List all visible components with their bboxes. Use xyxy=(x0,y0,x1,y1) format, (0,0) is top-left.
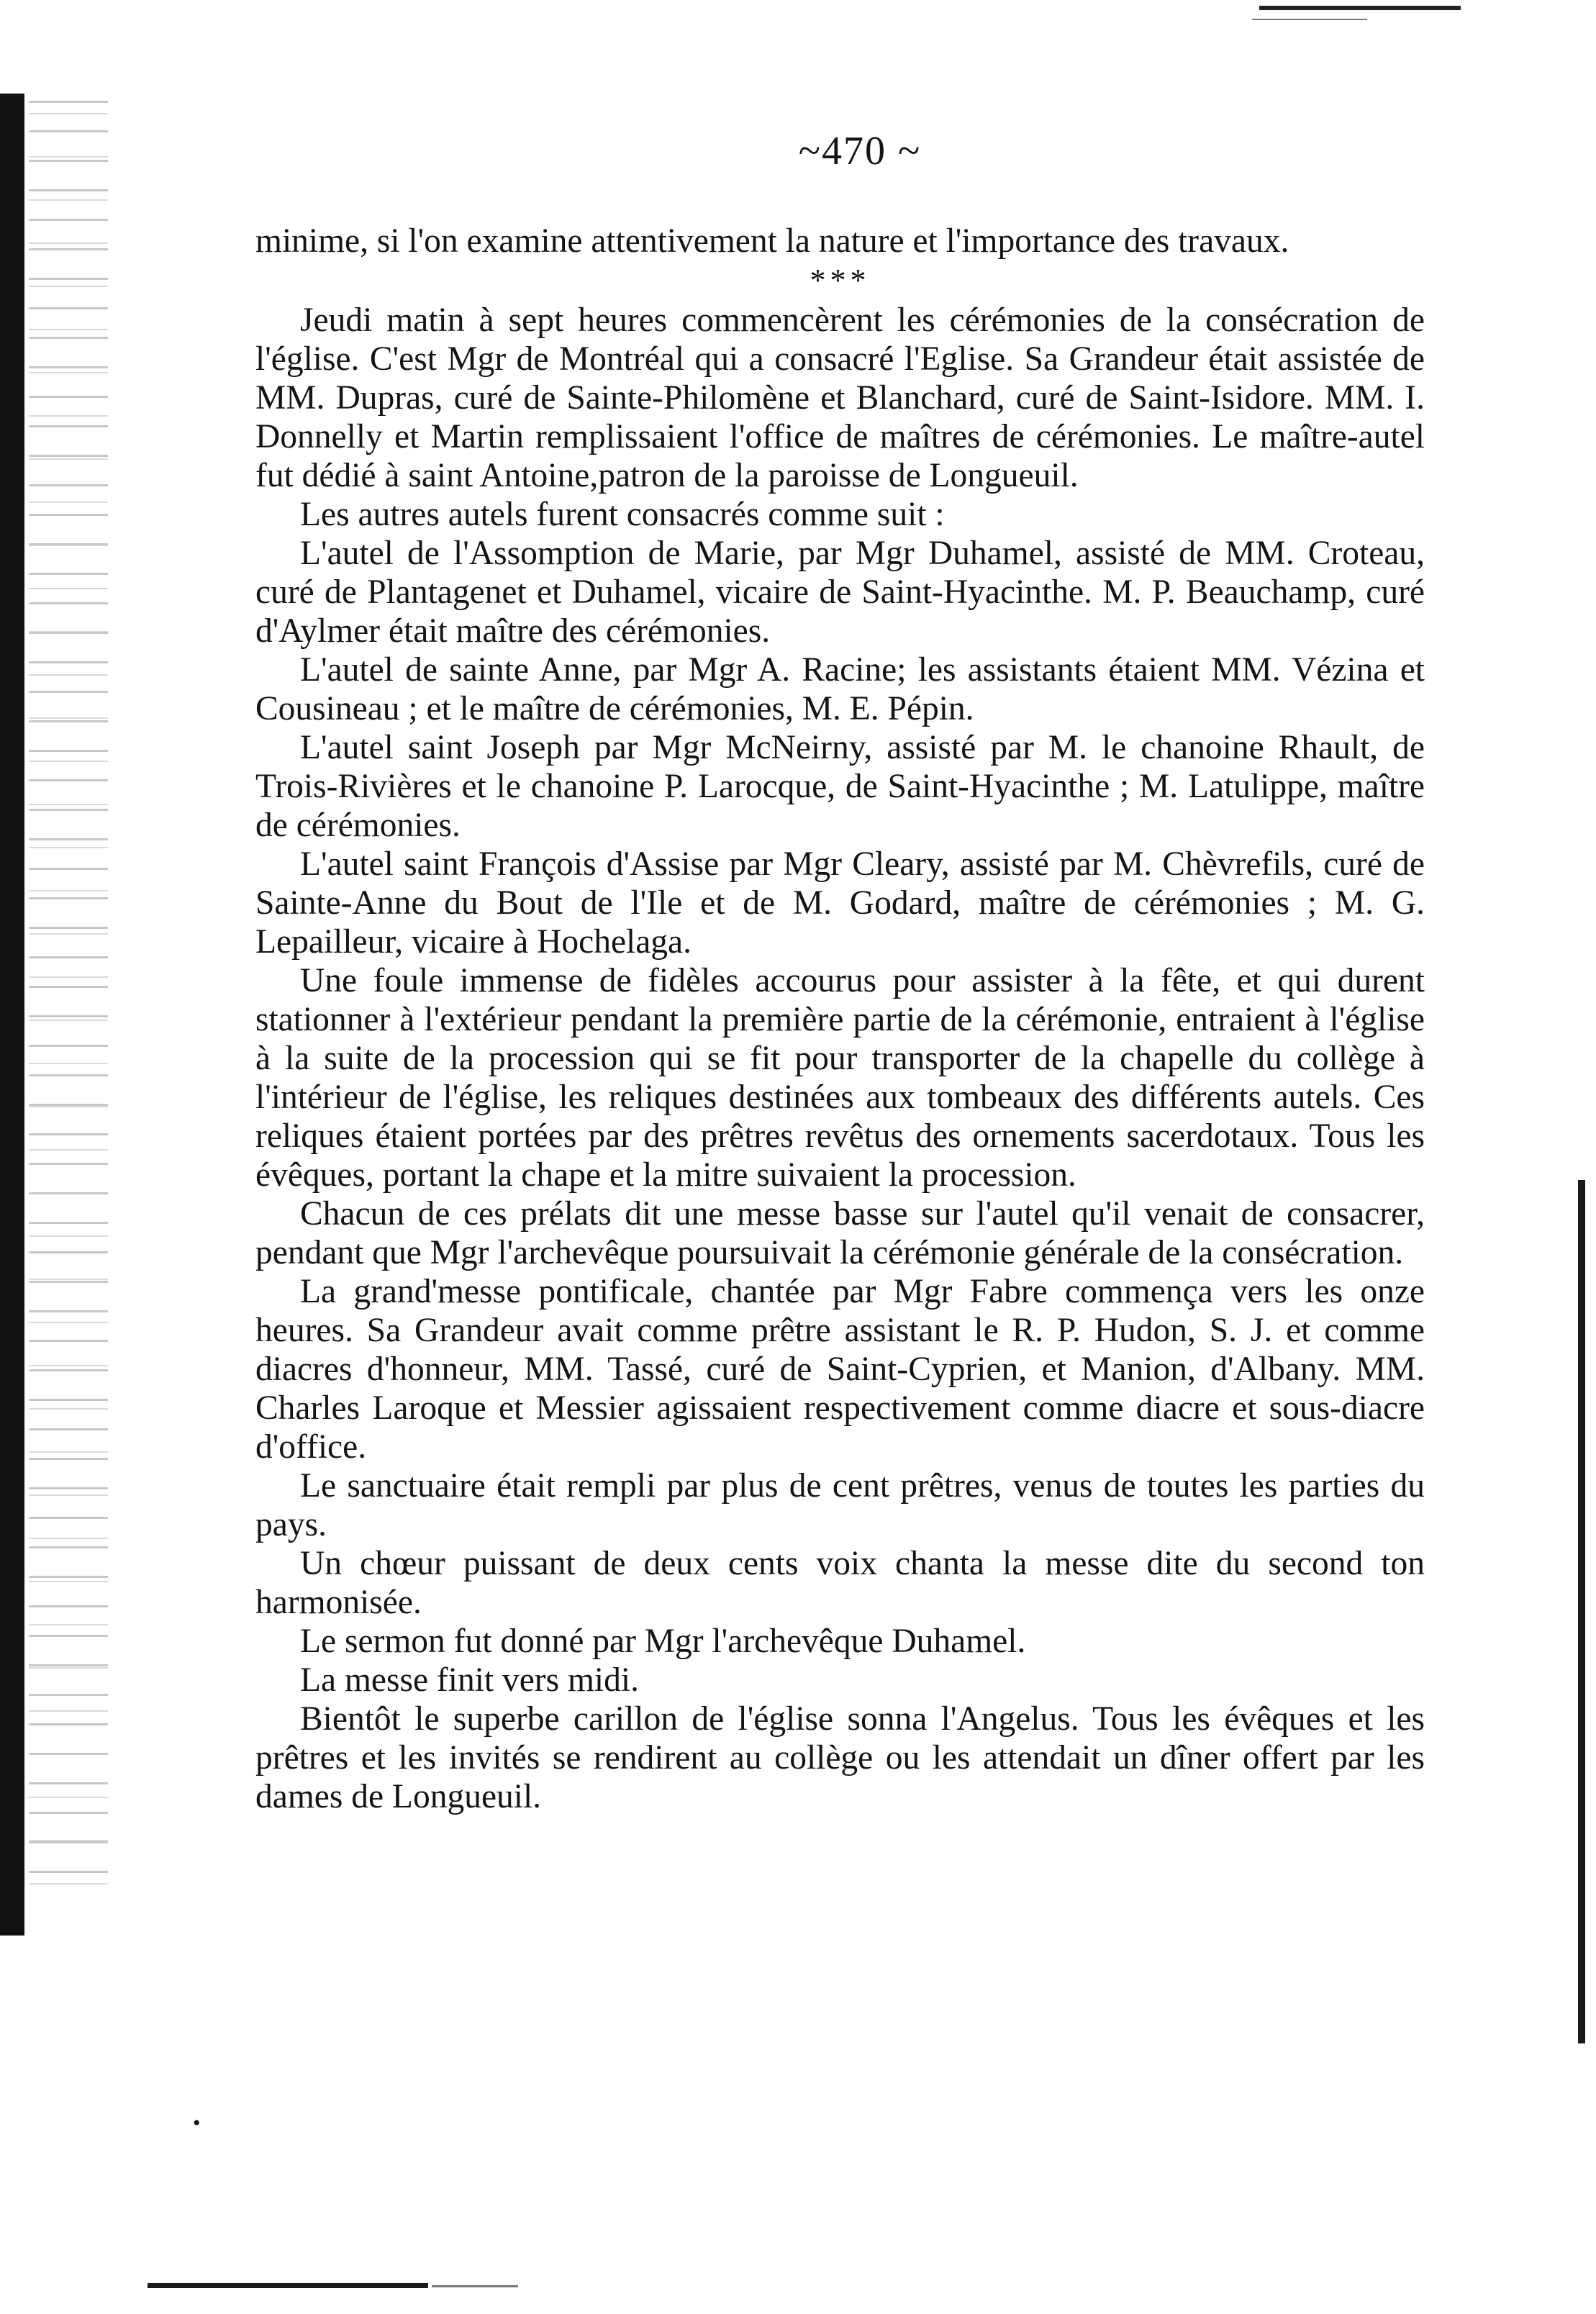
margin-dot-mark: • xyxy=(193,2111,201,2135)
paragraph: Le sanctuaire était rempli par plus de cent prêtres, venus de toutes les parties du pays. xyxy=(255,1467,1425,1543)
scan-bottom-rule xyxy=(148,2283,428,2288)
paragraph: L'autel de sainte Anne, par Mgr A. Racine; les assistants étaient MM. Vézina et Cousineau ; et le maître de cérémonies, M. E. Pépin. xyxy=(255,651,1425,727)
paragraph: La messe finit vers midi. xyxy=(300,1661,639,1699)
page-number: ~470 ~ xyxy=(798,129,922,173)
asterism-ornament: *** xyxy=(810,263,871,298)
scan-margin-noise xyxy=(29,101,108,1900)
paragraph: La grand'messe pontificale, chantée par Mgr Fabre commença vers les onze heures. Sa Grandeur avait comme prêtre assistant le R. P. Hudon, S. J. et comme diacres d'honneur, MM. Tassé, curé de Saint-Cyprien, et Manion, d'Albany. MM. Charles Laroque et Messier agissaient respectivement comme diacre et sous-diacre d'office. xyxy=(255,1273,1425,1466)
scan-bottom-rule-fragment xyxy=(432,2285,518,2287)
paragraph: L'autel saint Joseph par Mgr McNeirny, assisté par M. le chanoine Rhault, de Trois-Rivières et le chanoine P. Larocque, de Saint-Hyacinthe ; M. Latulippe, maître de cérémonies. xyxy=(255,729,1425,844)
scan-top-rule xyxy=(1259,6,1461,10)
paragraph: minime, si l'on examine attentivement la nature et l'importance des travaux. xyxy=(255,222,1289,260)
page-body xyxy=(255,222,1425,1816)
paragraph: Bientôt le superbe carillon de l'église sonna l'Angelus. Tous les évêques et les prêtres et les invités se rendirent au collège ou les attendait un dîner offert par les dames de Longueuil. xyxy=(255,1700,1425,1815)
paragraph: Jeudi matin à sept heures commencèrent les cérémonies de la consécration de l'église. C'est Mgr de Montréal qui a consacré l'Eglise. Sa Grandeur était assistée de MM. Dupras, curé de Sainte-Philomène et Blanchard, curé de Saint-Isidore. MM. I. Donnelly et Martin remplissaient l'office de maîtres de cérémonies. Le maître-autel fut dédié à saint Antoine,patron de la paroisse de Longueuil. xyxy=(255,301,1425,494)
paragraph: L'autel de l'Assomption de Marie, par Mgr Duhamel, assisté de MM. Croteau, curé de Plantagenet et Duhamel, vicaire de Saint-Hyacinthe. M. P. Beauchamp, curé d'Aylmer était maître des cérémonies. xyxy=(255,535,1425,650)
paragraph: Chacun de ces prélats dit une messe basse sur l'autel qu'il venait de consacrer, pendant que Mgr l'archevêque poursuivait la cérémonie générale de la consécration. xyxy=(255,1195,1425,1271)
paragraph: Un chœur puissant de deux cents voix chanta la messe dite du second ton harmonisée. xyxy=(255,1545,1425,1621)
paragraph: Une foule immense de fidèles accourus pour assister à la fête, et qui durent stationner à l'extérieur pendant la première partie de la cérémonie, entraient à l'église à la suite de la procession qui se fit pour transporter de la chapelle du collège à l'intérieur de l'église, les reliques destinées aux tombeaux des différents autels. Ces reliques étaient portées par des prêtres revêtus des ornements sacerdotaux. Tous les évêques, portant la chape et la mitre suivaient la procession. xyxy=(255,962,1425,1194)
scan-top-rule-thin xyxy=(1252,19,1367,20)
paragraph: L'autel saint François d'Assise par Mgr Cleary, assisté par M. Chèvrefils, curé de Sainte-Anne du Bout de l'Ile et de M. Godard, maître de cérémonies ; M. G. Lepailleur, vicaire à Hochelaga. xyxy=(255,845,1425,961)
paragraph: Le sermon fut donné par Mgr l'archevêque Duhamel. xyxy=(300,1623,1026,1660)
scan-right-edge xyxy=(1578,1180,1585,2043)
paragraph: Les autres autels furent consacrés comme suit : xyxy=(300,496,945,533)
scan-binding-edge xyxy=(0,94,24,1936)
